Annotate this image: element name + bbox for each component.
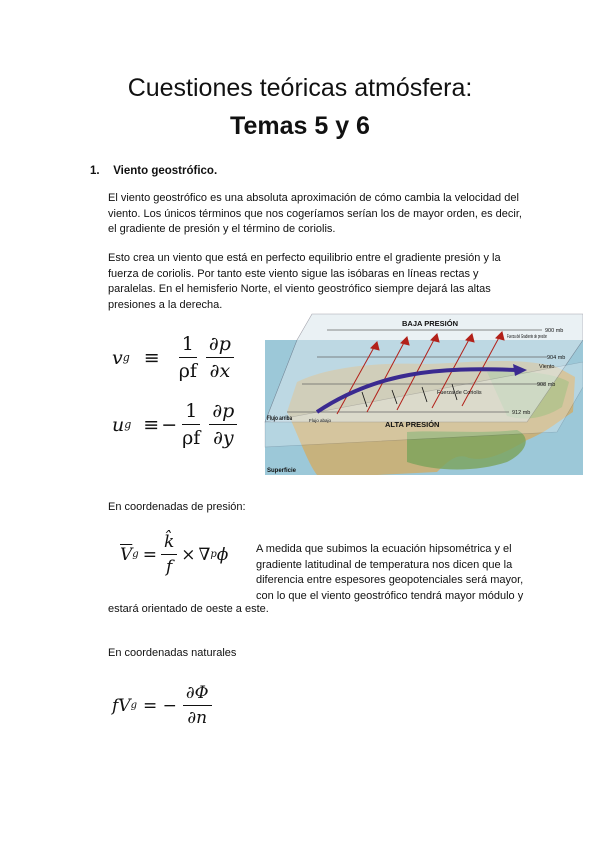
svg-text:Flujo abajo: Flujo abajo <box>309 418 332 423</box>
equation-ug: u g ≡ − $\frac{1}{\rho f}$ $\frac{\partial p}{\partial y}$ <box>112 400 237 449</box>
svg-text:908 mb: 908 mb <box>537 382 556 388</box>
equation-pressure-coords: $\overline{V}$ g = $\frac{k̂}{f}$ × ∇ p ϕ <box>120 532 229 577</box>
svg-text:904 mb: 904 mb <box>547 355 566 361</box>
svg-text:900 mb: 900 mb <box>545 328 564 334</box>
pressure-coords-text-end: estará orientado de oeste a este. <box>108 603 269 615</box>
paragraph-1: El viento geostrófico es una absoluta aproximación de cómo cambia la velocidad del viento. Los únicos términos que nos cogeríamos serían los de mayor orden, es decir, el gradiente de presión y el término de coriolis. <box>108 192 522 235</box>
svg-text:912 mb: 912 mb <box>512 410 531 416</box>
section-heading <box>90 165 217 177</box>
svg-text:ALTA PRESIÓN: ALTA PRESIÓN <box>385 420 440 429</box>
svg-text:Superficie: Superficie <box>267 468 297 474</box>
section-title: Viento geostrófico. <box>113 165 218 177</box>
equation-vg: v g ≡ $\frac{1}{\rho f}$ $\frac{\partial p}{\partial x}$ <box>112 333 234 382</box>
section-number: 1. <box>90 165 100 177</box>
geostrophic-wind-figure <box>257 312 583 475</box>
pressure-coords-text: A medida que subimos la ecuación hipsométrica y el gradiente latitudinal de temperatura nos dicen que la diferencia entre espesores geopotenciales será mayor, con lo que el viento geostrófico tendrá mayor módulo y <box>256 543 524 602</box>
equation-natural-coords: fV g = − $\frac{\partial\Phi}{\partial n}$ <box>112 683 212 728</box>
svg-text:Fuerza de Coriolis: Fuerza de Coriolis <box>437 390 482 396</box>
document-subtitle: Temas 5 y 6 <box>230 112 370 140</box>
svg-text:Fuerza del Gradiente de presió: Fuerza del Gradiente de presión <box>507 334 548 340</box>
paragraph-2: Esto crea un viento que está en perfecto equilibrio entre el gradiente presión y la fuerza de coriolis. Por tanto este viento sigue las isóbaras en líneas rectas y paralelas. En el hemisferio Norte, el viento geostrófico siempre dejará las altas presiones a la derecha. <box>108 252 501 311</box>
svg-text:BAJA PRESIÓN: BAJA PRESIÓN <box>402 319 458 328</box>
pressure-coords-label: En coordenadas de presión: <box>108 501 246 513</box>
svg-text:Flujo arriba: Flujo arriba <box>267 416 293 422</box>
document-title: Cuestiones teóricas atmósfera: <box>127 74 473 102</box>
svg-text:Viento: Viento <box>539 364 555 370</box>
natural-coords-label: En coordenadas naturales <box>108 647 237 659</box>
